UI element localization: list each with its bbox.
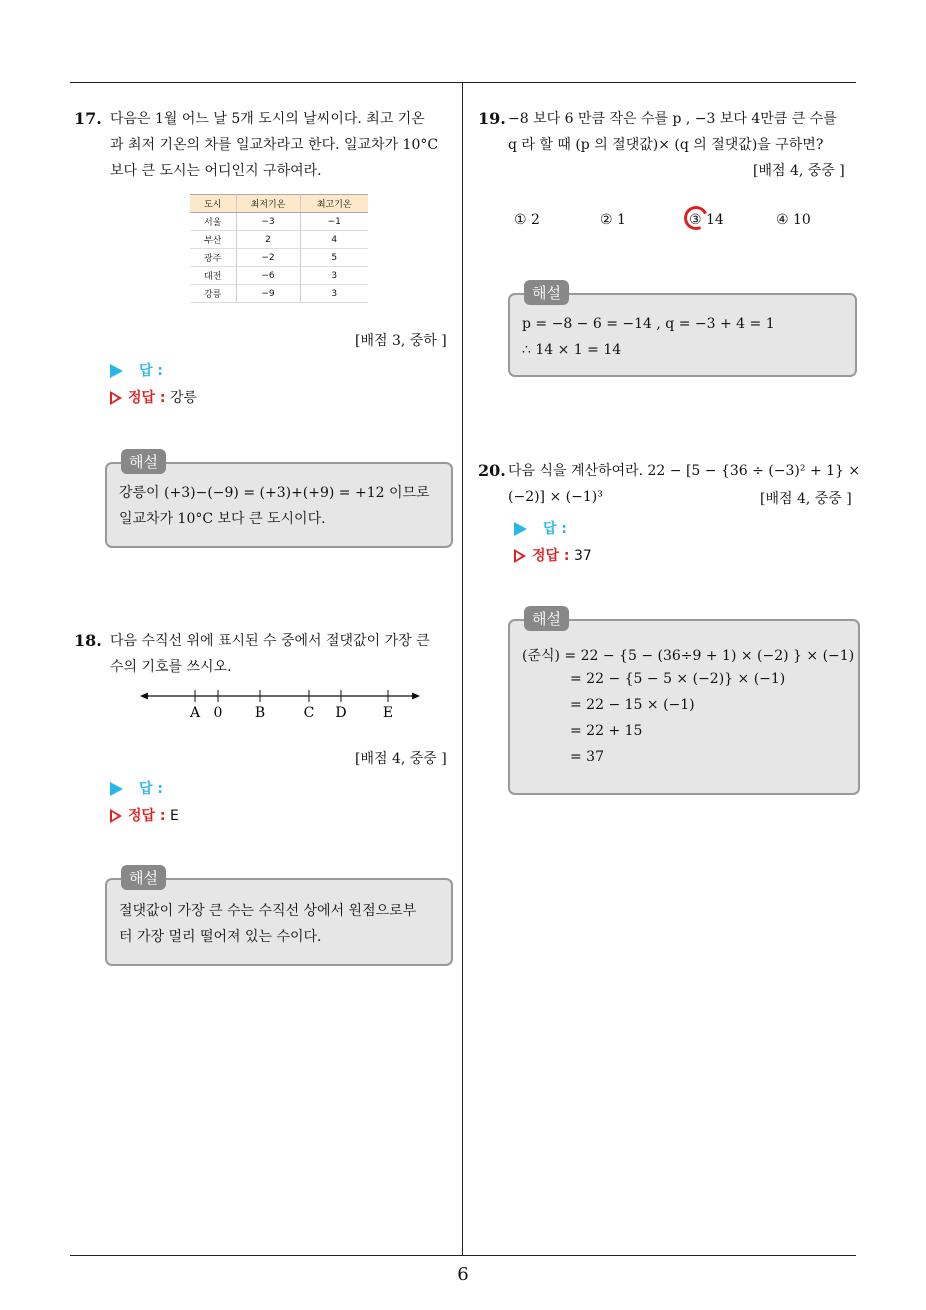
- outline-arrow-icon: [110, 809, 122, 823]
- table-cell: −2: [236, 249, 300, 267]
- question-number: 18.: [74, 631, 102, 650]
- question-text-line: 다음은 1월 어느 날 5개 도시의 날씨이다. 최고 기온: [110, 111, 425, 127]
- table-row: [190, 267, 368, 285]
- point-label-d: D: [335, 705, 347, 721]
- score-difficulty: [배점 3, 중하 ]: [355, 333, 447, 349]
- question-17: [74, 106, 458, 184]
- correct-answer-value: E: [169, 808, 179, 824]
- correct-answer-row: [110, 805, 179, 825]
- table-row: [190, 213, 368, 231]
- correct-answer-value: 강릉: [169, 390, 198, 406]
- explanation-tag: 해설: [121, 865, 166, 890]
- question-text-line: 과 최저 기온의 차를 일교차라고 한다. 일교차가 10°C: [110, 137, 439, 153]
- point-label-c: C: [303, 705, 315, 721]
- table-cell: 서울: [190, 213, 236, 231]
- explanation-line: 강릉이 (+3)−(−9) = (+3)+(+9) = +12 이므로: [119, 485, 430, 501]
- column-header: 최저기온: [236, 195, 300, 213]
- explanation-box: [105, 869, 453, 966]
- point-label-b: B: [254, 705, 266, 721]
- table-header-row: [190, 195, 368, 213]
- play-arrow-icon: [110, 364, 123, 378]
- question-text-line: −8 보다 6 만큼 작은 수를 p , −3 보다 4만큼 큰 수를: [508, 111, 837, 127]
- table-cell: 5: [300, 249, 368, 267]
- table-cell: −6: [236, 267, 300, 285]
- play-arrow-icon: [110, 782, 123, 796]
- choice-3[interactable]: [689, 212, 724, 228]
- choice-2[interactable]: ② 1: [600, 212, 626, 228]
- calc-line: = 22 − {5 − 5 × (−2)} × (−1): [570, 671, 786, 687]
- calc-line: (준식) = 22 − {5 − (36÷9 + 1) × (−2) } × (−1): [522, 648, 855, 664]
- correct-answer-label: 정답 :: [128, 808, 166, 824]
- explanation-tag: 해설: [524, 606, 569, 631]
- table-cell: 광주: [190, 249, 236, 267]
- question-18: [74, 628, 458, 680]
- outline-arrow-icon: [110, 391, 122, 405]
- question-text-line: 수의 기호를 쓰시오.: [110, 659, 232, 675]
- explanation-box: [508, 284, 857, 377]
- explanation-line: 일교차가 10°C 보다 큰 도시이다.: [119, 511, 326, 527]
- table-cell: −9: [236, 285, 300, 303]
- explanation-box: [508, 610, 860, 795]
- outline-arrow-icon: [514, 549, 526, 563]
- explanation-tag: 해설: [524, 280, 569, 305]
- question-text-line: 보다 큰 도시는 어디인지 구하여라.: [110, 163, 322, 179]
- choice-1[interactable]: ① 2: [514, 212, 540, 228]
- column-header: 최고기온: [300, 195, 368, 213]
- calc-line: = 22 + 15: [570, 723, 643, 739]
- correct-answer-value: 37: [573, 548, 592, 564]
- point-label-zero: 0: [213, 705, 223, 721]
- choice-4[interactable]: ④ 10: [776, 212, 811, 228]
- explanation-line: 절댓값이 가장 큰 수는 수직선 상에서 원점으로부: [119, 903, 417, 919]
- table-row: [190, 285, 368, 303]
- calc-line: = 22 − 15 × (−1): [570, 697, 695, 713]
- table-cell: 2: [236, 231, 300, 249]
- question-text-line: 다음 수직선 위에 표시된 수 중에서 절댓값이 가장 큰: [110, 633, 430, 649]
- answer-label: 답 :: [139, 781, 163, 797]
- point-label-a: A: [189, 705, 201, 721]
- choice-3-label: ③ 14: [689, 212, 724, 228]
- column-header: 도시: [190, 195, 236, 213]
- answer-label: 답 :: [543, 521, 567, 537]
- page-number: 6: [457, 1264, 469, 1285]
- correct-answer-row: [110, 387, 197, 407]
- bottom-rule: [70, 1255, 856, 1256]
- score-difficulty: [배점 4, 중중 ]: [355, 751, 447, 767]
- column-divider: [462, 82, 463, 1256]
- table-cell: −1: [300, 213, 368, 231]
- question-text-line: 다음 식을 계산하여라. 22 − [5 − {36 ÷ (−3)² + 1} ×: [508, 463, 861, 479]
- calc-line: = 37: [570, 749, 604, 765]
- correct-answer-row: [514, 545, 592, 565]
- correct-answer-label: 정답 :: [532, 548, 570, 564]
- table-cell: 3: [300, 285, 368, 303]
- table-row: [190, 231, 368, 249]
- table-row: [190, 249, 368, 267]
- top-rule: [70, 82, 856, 83]
- number-line: [140, 686, 422, 722]
- question-number: 20.: [478, 461, 506, 480]
- answer-row: [110, 360, 163, 380]
- table-cell: 3: [300, 267, 368, 285]
- table-cell: 강릉: [190, 285, 236, 303]
- point-label-e: E: [382, 705, 394, 721]
- explanation-line: 터 가장 멀리 떨어져 있는 수이다.: [119, 929, 322, 945]
- selected-circle-mark: [681, 203, 712, 234]
- correct-answer-label: 정답 :: [128, 390, 166, 406]
- question-text-line: (−2)] × (−1)³: [508, 489, 603, 505]
- play-arrow-icon: [514, 522, 527, 536]
- question-number: 17.: [74, 109, 102, 128]
- answer-row: [110, 778, 163, 798]
- explanation-line: ∴ 14 × 1 = 14: [522, 342, 622, 358]
- score-difficulty: [배점 4, 중중 ]: [753, 163, 845, 179]
- score-difficulty: [배점 4, 중중 ]: [760, 491, 852, 507]
- table-cell: −3: [236, 213, 300, 231]
- table-cell: 대전: [190, 267, 236, 285]
- explanation-line: p = −8 − 6 = −14 , q = −3 + 4 = 1: [522, 316, 775, 332]
- explanation-box: [105, 453, 453, 548]
- explanation-tag: 해설: [121, 449, 166, 474]
- question-number: 19.: [478, 109, 506, 128]
- question-19: [478, 106, 860, 158]
- table-cell: 부산: [190, 231, 236, 249]
- question-text-line: q 라 할 때 (p 의 절댓값)× (q 의 절댓값)을 구하면?: [508, 137, 824, 153]
- answer-label: 답 :: [139, 363, 163, 379]
- table-cell: 4: [300, 231, 368, 249]
- temperature-table: [190, 194, 368, 303]
- answer-row: [514, 518, 567, 538]
